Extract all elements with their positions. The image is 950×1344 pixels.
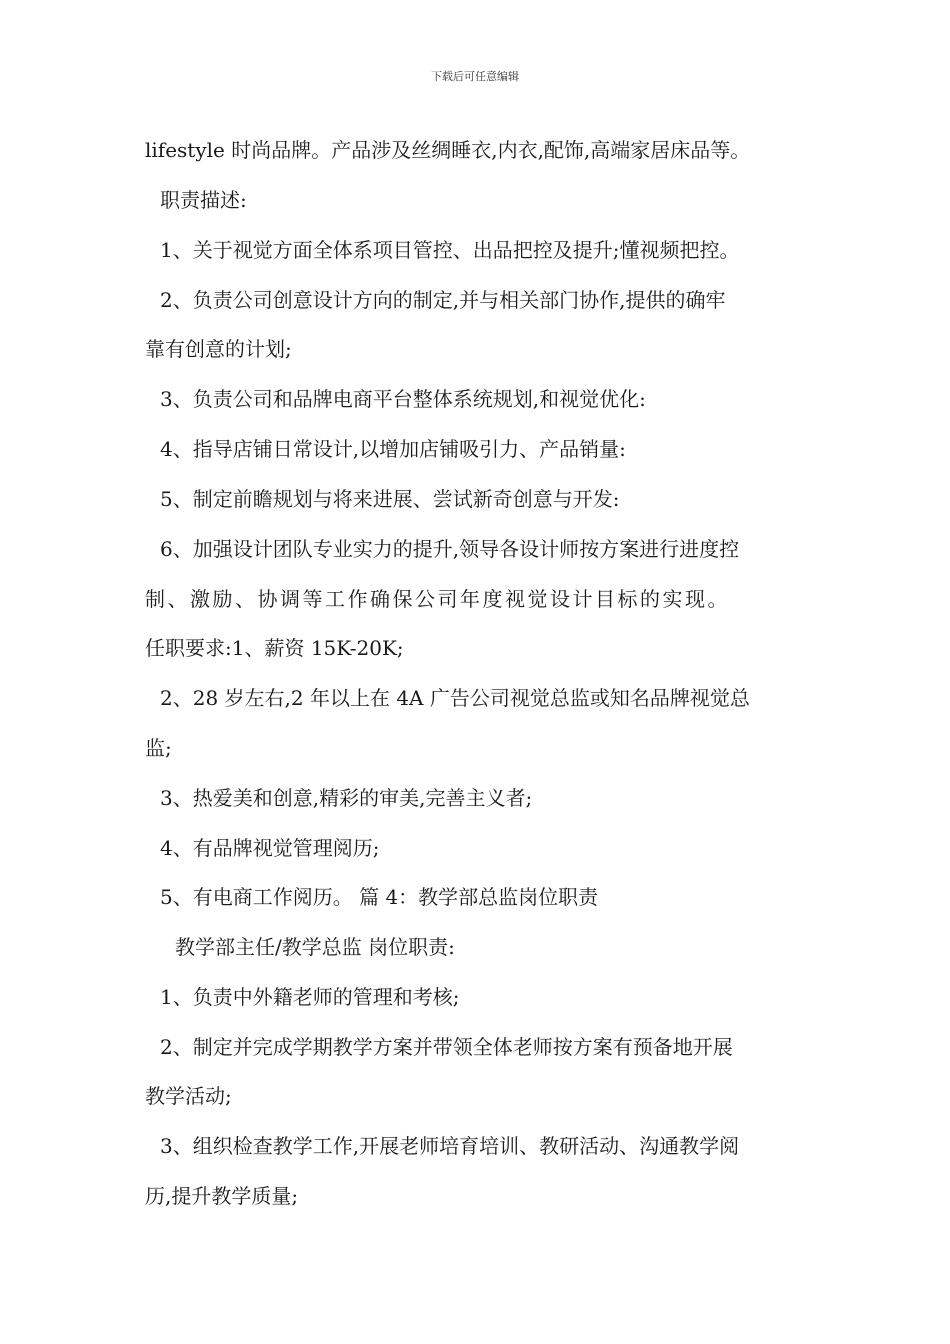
- body-line: lifestyle 时尚品牌。产品涉及丝绸睡衣,内衣,配饰,高端家居床品等。: [145, 138, 751, 162]
- body-line: 靠有创意的计划;: [145, 337, 292, 361]
- body-line: 1、关于视觉方面全体系项目管控、出品把控及提升;懂视频把控。: [160, 238, 740, 262]
- body-line: 制、激励、协调等工作确保公司年度视觉设计目标的实现。: [145, 587, 730, 611]
- body-line: 5、有电商工作阅历。 篇 4：教学部总监岗位职责: [160, 885, 599, 909]
- body-line: 5、制定前瞻规划与将来进展、尝试新奇创意与开发:: [160, 487, 620, 511]
- body-line: 历,提升教学质量;: [145, 1184, 299, 1208]
- body-line: 2、负责公司创意设计方向的制定,并与相关部门协作,提供的确牢: [160, 288, 726, 312]
- body-line: 4、指导店铺日常设计,以增加店铺吸引力、产品销量:: [160, 437, 626, 461]
- body-line: 3、负责公司和品牌电商平台整体系统规划,和视觉优化:: [160, 387, 646, 411]
- page-header: 下载后可任意编辑: [431, 70, 519, 83]
- body-line: 4、有品牌视觉管理阅历;: [160, 836, 380, 860]
- body-line: 3、热爱美和创意,精彩的审美,完善主义者;: [160, 786, 533, 810]
- body-line: 3、组织检查教学工作,开展老师培育培训、教研活动、沟通教学阅: [160, 1134, 740, 1158]
- body-line: 教学部主任/教学总监 岗位职责:: [175, 935, 455, 959]
- body-line: 1、负责中外籍老师的管理和考核;: [160, 985, 460, 1009]
- body-line: 教学活动;: [145, 1084, 232, 1108]
- body-line: 6、加强设计团队专业实力的提升,领导各设计师按方案进行进度控: [160, 537, 740, 561]
- body-line: 2、制定并完成学期教学方案并带领全体老师按方案有预备地开展: [160, 1035, 733, 1059]
- body-line: 2、28 岁左右,2 年以上在 4A 广告公司视觉总监或知名品牌视觉总: [160, 686, 750, 710]
- body-line: 任职要求:1、薪资 15K-20K;: [145, 636, 404, 660]
- body-line: 监;: [145, 736, 172, 760]
- body-line: 职责描述:: [160, 188, 247, 212]
